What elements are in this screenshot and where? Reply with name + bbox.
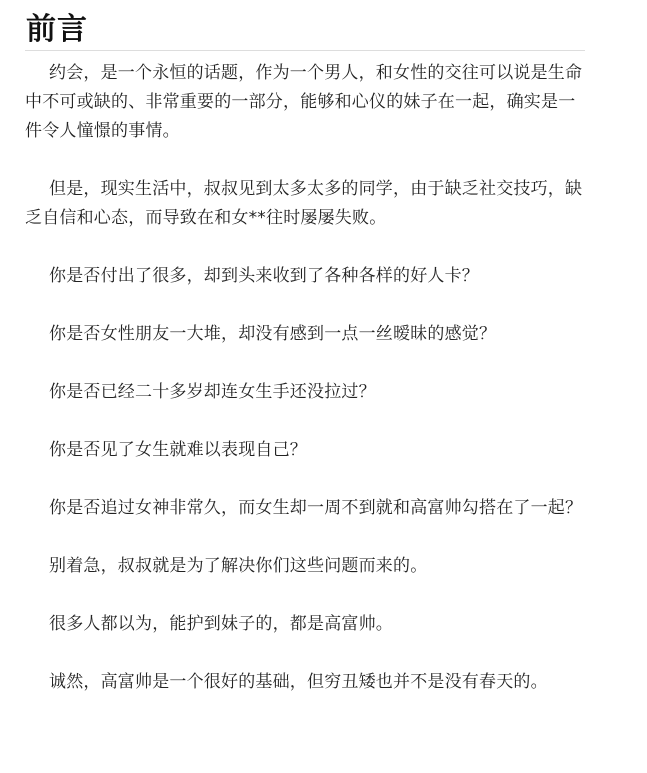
paragraph: 你是否已经二十多岁却连女生手还没拉过？ <box>49 382 376 402</box>
paragraph: 约会，是一个永恒的话题，作为一个男人，和女性的交往可以说是生命中不可或缺的、非常重要的一部分，能够和心仪的妹子在一起，确实是一件令人憧憬的事情。 <box>25 63 583 141</box>
paragraph: 但是，现实生活中，叔叔见到太多太多的同学，由于缺乏社交技巧，缺乏自信和心态，而导致在和女**往时屡屡失败。 <box>25 179 583 228</box>
paragraph: 诚然，高富帅是一个很好的基础，但穷丑矮也并不是没有春天的。 <box>49 672 548 692</box>
paragraph: 你是否见了女生就难以表现自己？ <box>49 440 307 460</box>
paragraph: 你是否付出了很多，却到头来收到了各种各样的好人卡？ <box>49 266 479 286</box>
paragraph: 很多人都以为，能护到妹子的，都是高富帅。 <box>49 614 393 634</box>
paragraph: 你是否追过女神非常久，而女生却一周不到就和高富帅勾搭在了一起？ <box>49 498 583 518</box>
paragraph: 你是否女性朋友一大堆，却没有感到一点一丝暧昧的感觉？ <box>49 324 497 344</box>
document-body <box>25 59 585 697</box>
section-heading: 前言 <box>25 10 585 51</box>
paragraph: 别着急，叔叔就是为了解决你们这些问题而来的。 <box>49 556 428 576</box>
document-page <box>25 10 585 726</box>
